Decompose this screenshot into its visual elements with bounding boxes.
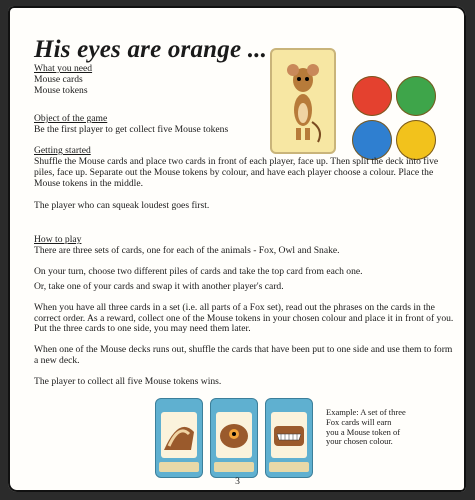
object-section bbox=[34, 114, 264, 136]
getting-started-text: Shuffle the Mouse cards and place two cards in front of each player, face up. Then split the deck into five piles, face up. Separate out the Mouse tokens by colour, and have each player choose a colour. Place the Mouse tokens in the middle. bbox=[34, 155, 439, 189]
mouse-card-image bbox=[270, 48, 336, 154]
fox-eye-illustration bbox=[216, 412, 252, 458]
how-to-play-paragraph: When one of the Mouse decks runs out, shuffle the cards that have been put to one side and use them to form a new deck. bbox=[34, 344, 453, 367]
mouse-illustration bbox=[272, 50, 334, 152]
how-to-play-paragraph: On your turn, choose two different piles of cards and take the top card from each one. bbox=[34, 265, 363, 277]
fox-card bbox=[265, 398, 313, 478]
rules-page bbox=[8, 6, 466, 492]
page-number: 3 bbox=[235, 476, 240, 487]
how-to-play-paragraph: When you have all three cards in a set (i.e. all parts of a Fox set), read out the phrases on the cards in the correct order. As a reward, collect one of the Mouse tokens in your chosen colour and place it in front of you. Put the three cards to one side, you may need them later. bbox=[34, 301, 454, 335]
fox-card bbox=[210, 398, 258, 478]
how-to-play-heading: How to play bbox=[34, 234, 82, 245]
fox-teeth-illustration bbox=[271, 412, 307, 458]
getting-started-text-2: The player who can squeak loudest goes first. bbox=[34, 199, 210, 211]
how-to-play-paragraph: There are three sets of cards, one for each of the animals - Fox, Owl and Snake. bbox=[34, 244, 340, 256]
page-title: His eyes are orange ... bbox=[34, 36, 268, 63]
example-caption: Example: A set of three Fox cards will earn you a Mouse token of your chosen colour. bbox=[326, 407, 406, 447]
fox-card bbox=[155, 398, 203, 478]
how-to-play-paragraph: Or, take one of your cards and swap it with another player's card. bbox=[34, 280, 284, 292]
object-text: Be the first player to get collect five Mouse tokens bbox=[34, 123, 229, 135]
need-item: Mouse tokens bbox=[34, 84, 88, 96]
what-you-need-heading: What you need bbox=[34, 63, 93, 74]
green-token bbox=[396, 76, 436, 116]
how-to-play-section bbox=[34, 235, 459, 388]
getting-started-heading: Getting started bbox=[34, 145, 91, 156]
object-heading: Object of the game bbox=[34, 113, 108, 124]
getting-started-section bbox=[34, 146, 459, 212]
need-item: Mouse cards bbox=[34, 73, 83, 85]
fox-ear-illustration bbox=[161, 412, 197, 458]
fox-cards-image bbox=[155, 398, 315, 483]
how-to-play-paragraph: The player to collect all five Mouse tokens wins. bbox=[34, 376, 222, 388]
what-you-need-section bbox=[34, 64, 264, 97]
red-token bbox=[352, 76, 392, 116]
